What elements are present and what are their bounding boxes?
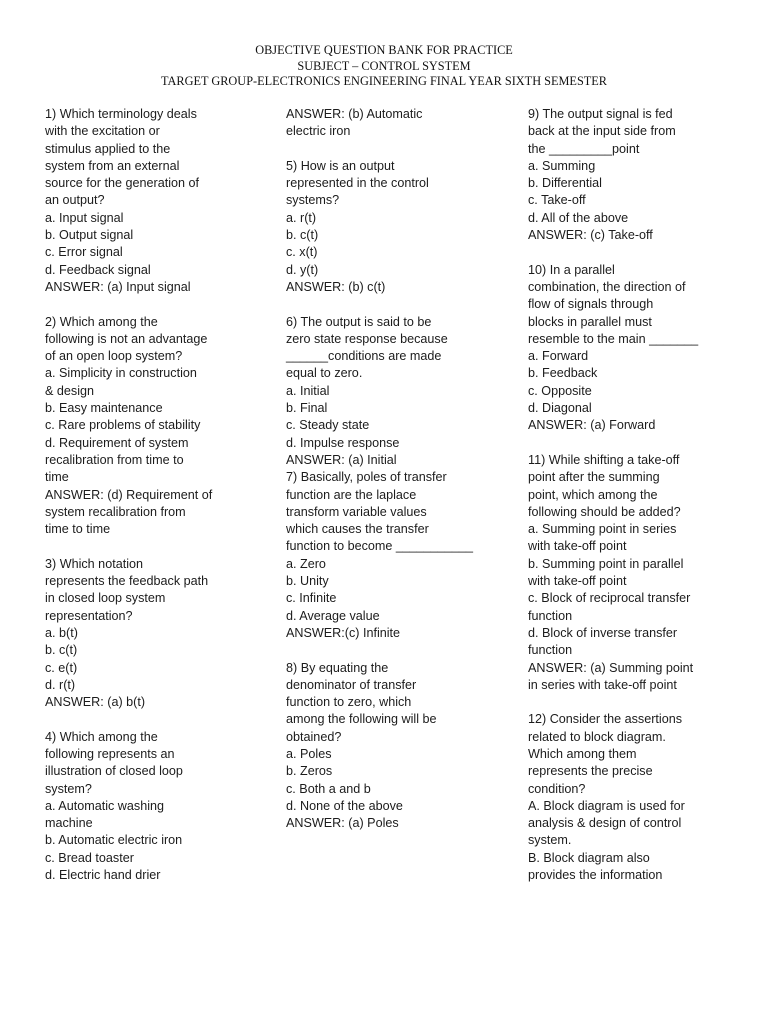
question-text-line: an output? <box>45 193 105 208</box>
option-line: c. Infinite <box>286 591 337 606</box>
answer-line: ANSWER: (a) Input signal <box>45 279 191 294</box>
option-line: B. Block diagram also <box>528 850 650 865</box>
option-line: d. Electric hand drier <box>45 868 161 883</box>
question-text-line: function to become ___________ <box>286 539 473 554</box>
line-spacer <box>528 694 743 711</box>
question-text-line: system. <box>528 833 572 848</box>
option-line: a. Forward <box>528 349 589 364</box>
question-text-line: represents the precise <box>528 764 653 779</box>
question-text-line: source for the generation of <box>45 176 200 191</box>
option-line: d. Diagonal <box>528 401 592 416</box>
question-text-line: system from an external <box>45 158 180 173</box>
option-line: c. x(t) <box>286 245 318 260</box>
option-line: c. Block of reciprocal transfer <box>528 591 691 606</box>
option-line: d. Average value <box>286 608 380 623</box>
question-column-3 <box>528 106 743 884</box>
option-line: b. Unity <box>286 574 329 589</box>
question-text-line: provides the information <box>528 868 663 883</box>
line-spacer <box>528 244 743 261</box>
option-line: a. Input signal <box>45 210 124 225</box>
question-start-line: 9) The output signal is fed <box>528 107 673 121</box>
question-start-line: 12) Consider the assertions <box>528 712 683 727</box>
option-line: a. r(t) <box>286 210 317 225</box>
option-line: b. Zeros <box>286 764 333 779</box>
question-text-line: function <box>528 608 573 623</box>
option-line: d. None of the above <box>286 798 403 813</box>
question-text-line: of an open loop system? <box>45 349 183 364</box>
line-spacer <box>286 642 501 659</box>
question-column-2 <box>286 106 501 832</box>
option-line: b. Feedback <box>528 366 598 381</box>
question-text-line: recalibration from time to <box>45 452 184 467</box>
option-line: c. Take-off <box>528 193 586 208</box>
question-text-line: blocks in parallel must <box>528 314 652 329</box>
option-line: d. Feedback signal <box>45 262 151 277</box>
option-line: b. c(t) <box>286 228 319 243</box>
answer-line: ANSWER: (a) Poles <box>286 816 399 831</box>
line-spacer <box>45 711 260 728</box>
option-line: a. Poles <box>286 746 332 761</box>
question-start-line: 3) Which notation <box>45 556 144 571</box>
question-start-line: 8) By equating the <box>286 660 389 675</box>
question-text-line: function <box>528 643 573 658</box>
question-text-line: analysis & design of control <box>528 816 682 831</box>
question-text-line: flow of signals through <box>528 297 654 312</box>
question-text-line: with take-off point <box>528 539 627 554</box>
answer-line: ANSWER: (a) Forward <box>528 418 656 433</box>
question-start-line: 5) How is an output <box>286 158 395 173</box>
option-line: c. Error signal <box>45 245 123 260</box>
question-start-line: 7) Basically, poles of transfer <box>286 470 447 485</box>
question-text-line: the _________point <box>528 141 640 156</box>
question-text-line: equal to zero. <box>286 366 363 381</box>
answer-line: ANSWER: (b) Automatic <box>286 107 423 121</box>
question-text-line: stimulus applied to the <box>45 141 171 156</box>
question-text-line: ______conditions are made <box>286 349 442 364</box>
answer-line: ANSWER: (c) Take-off <box>528 228 653 243</box>
answer-line: ANSWER: (a) Summing point <box>528 660 694 675</box>
question-text-line: Which among them <box>528 746 637 761</box>
question-text-line: point after the summing <box>528 470 660 485</box>
option-line: b. Differential <box>528 176 602 191</box>
option-line: b. Automatic electric iron <box>45 833 183 848</box>
question-text-line: following represents an <box>45 746 175 761</box>
question-start-line: 10) In a parallel <box>528 262 615 277</box>
option-line: c. Bread toaster <box>45 850 134 865</box>
option-line: a. b(t) <box>45 625 78 640</box>
option-line: c. e(t) <box>45 660 78 675</box>
line-spacer <box>45 296 260 313</box>
question-text-line: with the excitation or <box>45 124 160 139</box>
question-text-line: represents the feedback path <box>45 574 209 589</box>
option-line: d. Requirement of system <box>45 435 189 450</box>
document-header <box>0 43 768 90</box>
answer-line: ANSWER: (d) Requirement of <box>45 487 213 502</box>
option-line: b. Summing point in parallel <box>528 556 684 571</box>
question-text-line: obtained? <box>286 729 342 744</box>
header-subject: SUBJECT – CONTROL SYSTEM <box>297 58 471 73</box>
question-start-line: 1) Which terminology deals <box>45 107 197 121</box>
question-text-line: condition? <box>528 781 586 796</box>
option-line: a. Zero <box>286 556 326 571</box>
answer-line: ANSWER: (a) b(t) <box>45 695 146 710</box>
question-text-line: denominator of transfer <box>286 677 417 692</box>
question-text-line: time <box>45 470 69 485</box>
question-text-line: resemble to the main _______ <box>528 331 699 346</box>
question-start-line: 4) Which among the <box>45 729 158 744</box>
question-text-line: back at the input side from <box>528 124 676 139</box>
option-line: d. Block of inverse transfer <box>528 625 678 640</box>
question-text-line: point, which among the <box>528 487 658 502</box>
option-line: a. Initial <box>286 383 330 398</box>
question-text-line: function to zero, which <box>286 695 412 710</box>
question-text-line: system? <box>45 781 92 796</box>
question-text-line: related to block diagram. <box>528 729 666 744</box>
question-start-line: 6) The output is said to be <box>286 314 432 329</box>
line-spacer <box>286 141 501 158</box>
line-spacer <box>45 538 260 555</box>
option-line: a. Summing <box>528 158 596 173</box>
question-text-line: time to time <box>45 522 111 537</box>
option-line: b. Output signal <box>45 228 134 243</box>
question-column-1 <box>45 106 260 884</box>
option-line: c. Steady state <box>286 418 370 433</box>
answer-line: ANSWER:(c) Infinite <box>286 625 401 640</box>
question-text-line: in closed loop system <box>45 591 166 606</box>
question-text-line: function are the laplace <box>286 487 417 502</box>
question-text-line: representation? <box>45 608 133 623</box>
option-line: b. Final <box>286 401 328 416</box>
question-text-line: illustration of closed loop <box>45 764 183 779</box>
question-text-line: which causes the transfer <box>286 522 429 537</box>
option-line: d. y(t) <box>286 262 319 277</box>
question-text-line: machine <box>45 816 93 831</box>
answer-line: ANSWER: (b) c(t) <box>286 279 386 294</box>
option-line: a. Automatic washing <box>45 798 165 813</box>
answer-line: ANSWER: (a) Initial <box>286 452 397 467</box>
option-line: a. Summing point in series <box>528 522 677 537</box>
question-text-line: systems? <box>286 193 340 208</box>
header-title: OBJECTIVE QUESTION BANK FOR PRACTICE <box>255 43 513 57</box>
question-text-line: following should be added? <box>528 504 681 519</box>
question-text-line: electric iron <box>286 124 351 139</box>
option-line: d. r(t) <box>45 677 76 692</box>
question-text-line: system recalibration from <box>45 504 186 519</box>
question-text-line: with take-off point <box>528 574 627 589</box>
line-spacer <box>286 296 501 313</box>
option-line: d. All of the above <box>528 210 629 225</box>
option-line: c. Both a and b <box>286 781 371 796</box>
question-text-line: following is not an advantage <box>45 331 208 346</box>
header-target-group: TARGET GROUP-ELECTRONICS ENGINEERING FINAL YEAR SIXTH SEMESTER <box>160 74 608 88</box>
question-text-line: combination, the direction of <box>528 279 686 294</box>
option-line: A. Block diagram is used for <box>528 798 685 813</box>
option-line: c. Rare problems of stability <box>45 418 201 433</box>
question-start-line: 2) Which among the <box>45 314 158 329</box>
option-line: d. Impulse response <box>286 435 400 450</box>
question-start-line: 11) While shifting a take-off <box>528 452 680 467</box>
question-text-line: transform variable values <box>286 504 427 519</box>
option-line: b. Easy maintenance <box>45 401 163 416</box>
option-line: a. Simplicity in construction <box>45 366 197 381</box>
question-text-line: among the following will be <box>286 712 437 727</box>
question-text-line: represented in the control <box>286 176 429 191</box>
question-text-line: & design <box>45 383 95 398</box>
line-spacer <box>528 435 743 452</box>
option-line: c. Opposite <box>528 383 592 398</box>
option-line: b. c(t) <box>45 643 78 658</box>
question-text-line: in series with take-off point <box>528 677 677 692</box>
question-text-line: zero state response because <box>286 331 448 346</box>
